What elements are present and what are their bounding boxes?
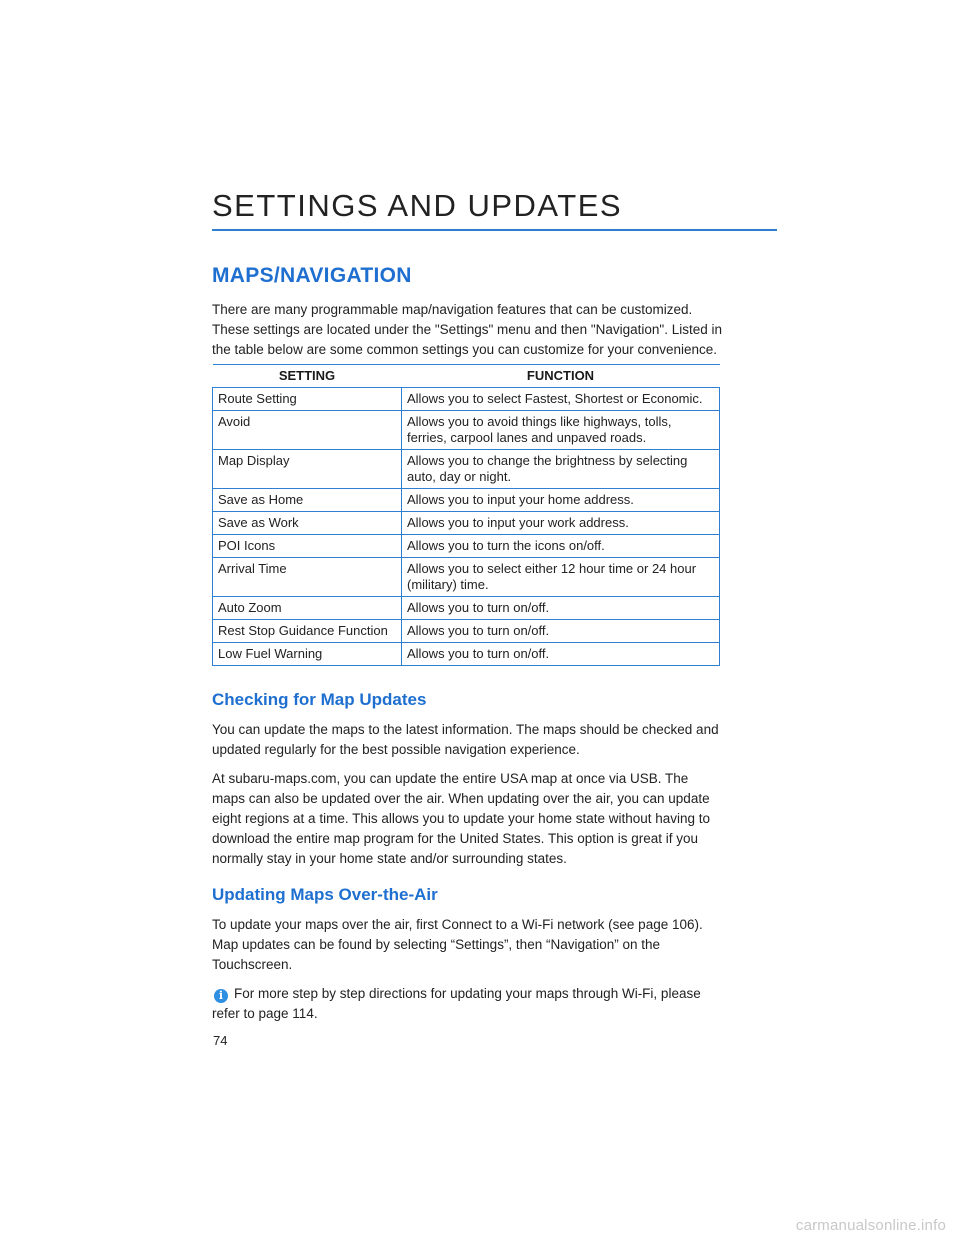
table-row (213, 535, 720, 558)
table-row (213, 620, 720, 643)
column-header-setting: SETTING (213, 365, 402, 388)
section-title: MAPS/NAVIGATION (212, 264, 412, 287)
setting-cell: Save as Work (213, 512, 402, 535)
table-row (213, 388, 720, 411)
function-cell: Allows you to select either 12 hour time or 24 hour (military) time. (402, 558, 720, 597)
function-cell: Allows you to turn on/off. (402, 620, 720, 643)
ota-paragraph: To update your maps over the air, first Connect to a Wi-Fi network (see page 106). Map updates can be found by selecting “Settings”, then “Navigation” on the Touchscreen. (212, 917, 703, 972)
settings-table (212, 364, 720, 666)
chapter-divider (212, 229, 777, 231)
setting-cell: Rest Stop Guidance Function (213, 620, 402, 643)
function-cell: Allows you to select Fastest, Shortest or Economic. (402, 388, 720, 411)
setting-cell: Avoid (213, 411, 402, 450)
table-row (213, 450, 720, 489)
setting-cell: Auto Zoom (213, 597, 402, 620)
table-row (213, 512, 720, 535)
watermark: carmanualsonline.info (795, 1217, 946, 1234)
section-intro: There are many programmable map/navigation features that can be customized. These settings are located under the "Settings" menu and then "Navigation". Listed in the table below are some common settings you can customize for your convenience. (212, 302, 722, 357)
checking-paragraph-1: You can update the maps to the latest information. The maps should be checked and updated regularly for the best possible navigation experience. (212, 722, 719, 757)
info-note-text: For more step by step directions for updating your maps through Wi-Fi, please refer to page 114. (212, 986, 701, 1021)
function-cell: Allows you to input your home address. (402, 489, 720, 512)
setting-cell: Save as Home (213, 489, 402, 512)
function-cell: Allows you to change the brightness by selecting auto, day or night. (402, 450, 720, 489)
setting-cell: Map Display (213, 450, 402, 489)
function-cell: Allows you to turn on/off. (402, 597, 720, 620)
function-cell: Allows you to input your work address. (402, 512, 720, 535)
setting-cell: POI Icons (213, 535, 402, 558)
info-note (212, 984, 722, 1024)
table-row (213, 489, 720, 512)
info-icon: i (214, 989, 228, 1003)
column-header-function: FUNCTION (402, 365, 720, 388)
ota-updates-title: Updating Maps Over-the-Air (212, 885, 438, 904)
table-row (213, 643, 720, 666)
page-content (212, 264, 722, 1024)
setting-cell: Low Fuel Warning (213, 643, 402, 666)
page-number: 74 (213, 1033, 228, 1048)
setting-cell: Arrival Time (213, 558, 402, 597)
function-cell: Allows you to turn the icons on/off. (402, 535, 720, 558)
table-row (213, 597, 720, 620)
function-cell: Allows you to avoid things like highways, tolls, ferries, carpool lanes and unpaved roads. (402, 411, 720, 450)
checking-paragraph-2: At subaru-maps.com, you can update the entire USA map at once via USB. The maps can also be updated over the air. When updating over the air, you can update eight regions at a time. This allows you to update your home state without having to download the entire map program for the United States. This option is great if you normally stay in your home state and/or surrounding states. (212, 771, 711, 866)
table-row (213, 411, 720, 450)
table-header-row (213, 365, 720, 388)
function-cell: Allows you to turn on/off. (402, 643, 720, 666)
chapter-title: SETTINGS AND UPDATES (212, 188, 623, 223)
checking-updates-title: Checking for Map Updates (212, 690, 427, 709)
table-row (213, 558, 720, 597)
setting-cell: Route Setting (213, 388, 402, 411)
